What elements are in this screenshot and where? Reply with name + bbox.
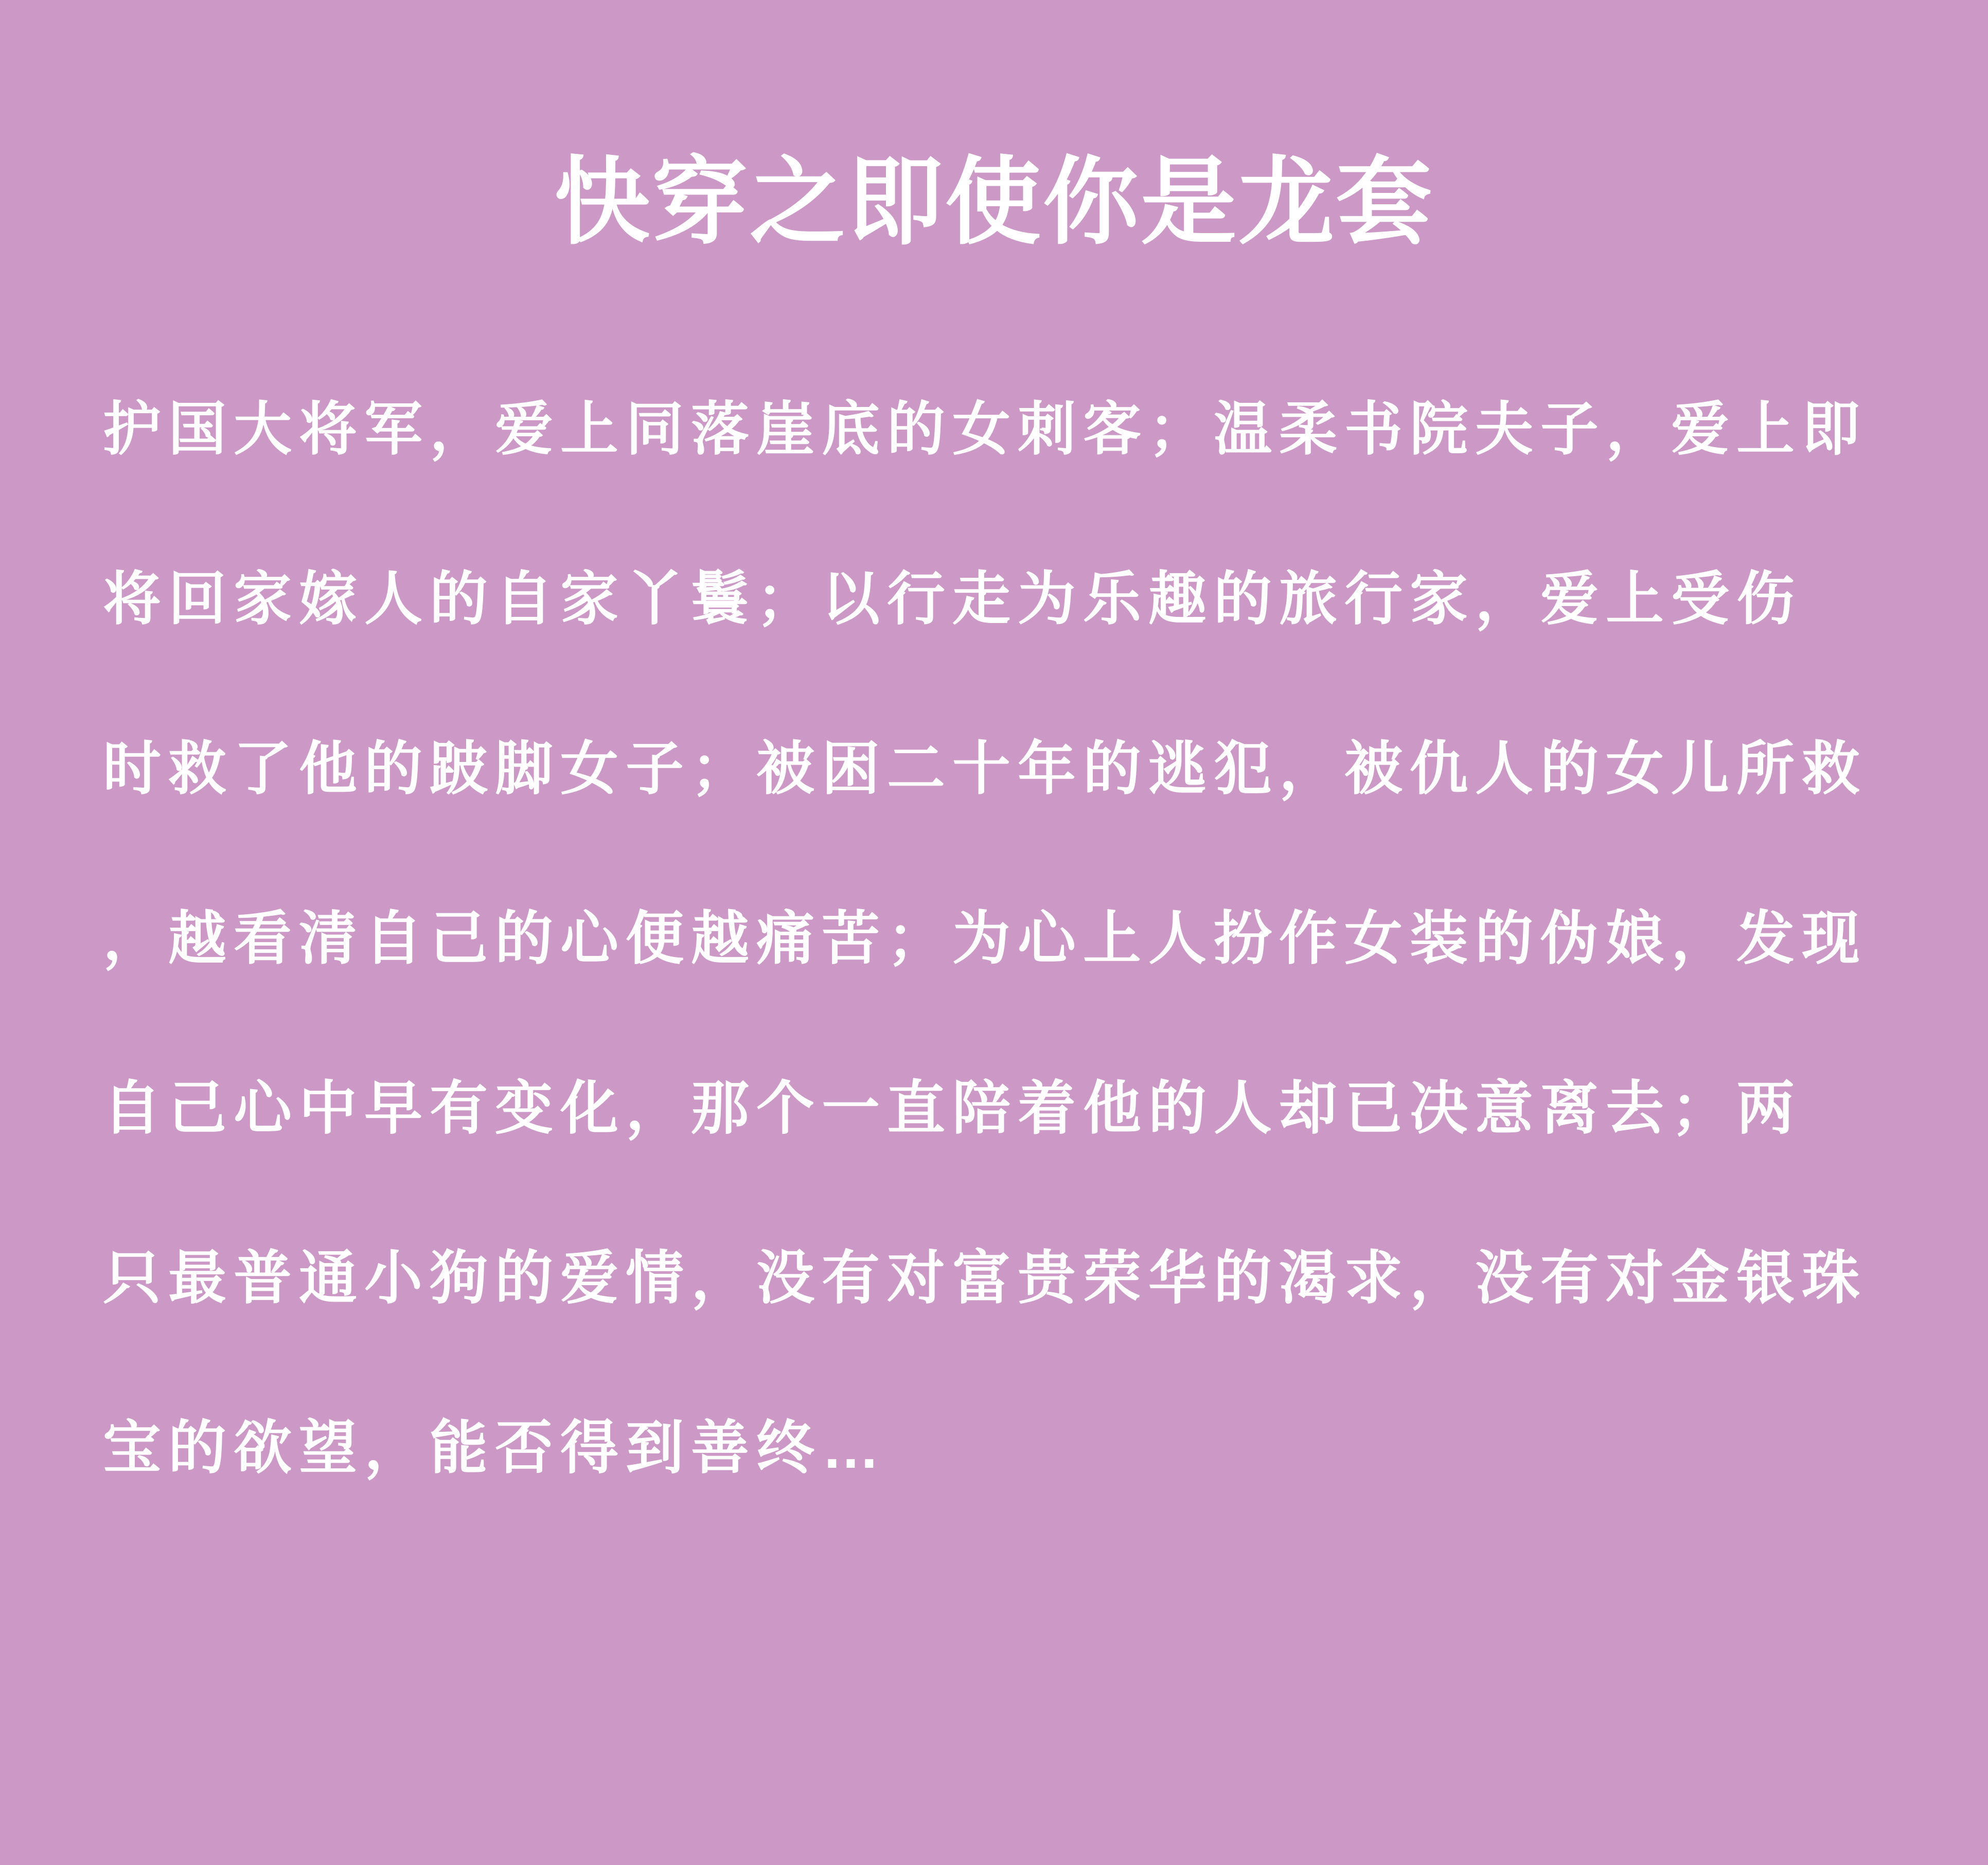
synopsis-line-7: 宝的欲望，能否得到善终… bbox=[103, 1415, 887, 1480]
synopsis-line-2: 将回家嫁人的自家丫鬟；以行走为乐趣的旅行家，爱上受伤 bbox=[103, 566, 1802, 631]
page-title: 快穿之即使你是龙套 bbox=[554, 149, 1434, 256]
synopsis-line-4: ，越看清自己的心便越痛苦；为心上人扮作女装的伪娘，发现 bbox=[103, 906, 1867, 971]
synopsis-line-5: 自己心中早有变化，那个一直陪着他的人却已决意离去；两 bbox=[103, 1076, 1802, 1141]
synopsis-line-6: 只最普通小狗的爱情，没有对富贵荣华的渴求，没有对金银珠 bbox=[103, 1246, 1867, 1310]
synopsis-line-3: 时救了他的跛脚女子；被困二十年的逃犯，被仇人的女儿所救 bbox=[103, 736, 1867, 801]
synopsis-line-1: 护国大将军，爱上同落崖底的女刺客；温柔书院夫子，爱上即 bbox=[103, 397, 1867, 461]
synopsis bbox=[0, 344, 1988, 1533]
